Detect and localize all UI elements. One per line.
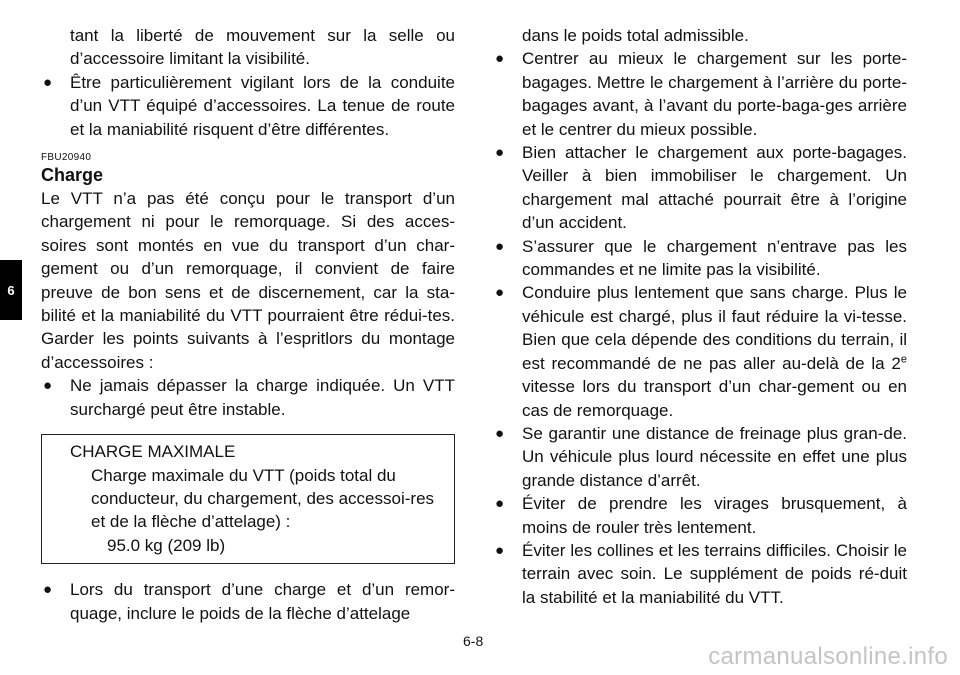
bullet-text: Conduire plus lentement que sans charge. Plus le véhicule est chargé, plus il faut réduire la vi-tesse. Bien que cela dépende des conditions du terrain, il est recommandé de ne pas aller au-delà de la 2 (522, 283, 907, 373)
bullet-icon: ● (43, 73, 53, 91)
bullet-item (493, 141, 907, 235)
bullet-text: Bien attacher le chargement aux porte-bagages. Veiller à bien immobiliser le chargement. Un chargement mal attaché pourrait être à l’origine d’un accident. (522, 143, 907, 233)
bullet-text: Se garantir une distance de freinage plus gran-de. Un véhicule plus lourd nécessite en effet une plus grande distance d’arrêt. (522, 423, 907, 490)
chapter-number: 6 (7, 282, 15, 298)
page-number: 6-8 (463, 633, 484, 649)
bullet-item (493, 539, 907, 609)
superscript: e (900, 353, 907, 366)
max-load-box (41, 434, 455, 564)
bullet-text: Être particulièrement vigilant lors de la conduite d’un VTT équipé d’accessoires. La tenue de route et la maniabilité risquent d’être différentes. (70, 72, 455, 139)
bullet-item (493, 422, 907, 492)
bullet-icon: ● (43, 581, 53, 599)
bullet-item (41, 71, 455, 141)
bullet-icon: ● (495, 495, 505, 513)
box-value: 95.0 kg (209 lb) (107, 535, 226, 555)
right-column (493, 24, 907, 609)
left-column (41, 24, 455, 625)
watermark: carmanualsonline.info (708, 643, 948, 670)
bullet-icon: ● (495, 424, 505, 442)
bullet-item (493, 47, 907, 141)
bullet-item (493, 281, 907, 421)
bullet-icon: ● (495, 50, 505, 68)
box-body: Charge maximale du VTT (poids total du conducteur, du chargement, des accessoi-res et de la flèche d’attelage) : (91, 465, 435, 532)
chapter-tab (0, 260, 22, 320)
bullet-icon: ● (43, 377, 53, 395)
bullet-text-continued: vitesse lors du transport d’un char-gement ou en cas de remorquage. (522, 377, 907, 420)
box-title: CHARGE MAXIMALE (70, 442, 236, 462)
continued-paragraph: dans le poids total admissible. (522, 26, 749, 45)
bullet-icon: ● (495, 144, 505, 162)
bullet-icon: ● (495, 237, 505, 255)
bullet-text: Lors du transport d’une charge et d’un remor-quage, inclure le poids de la flèche d’attelage (70, 580, 455, 623)
bullet-text: Éviter les collines et les terrains difficiles. Choisir le terrain avec soin. Le supplément de poids ré-duit la stabilité et la maniabilité du VTT. (522, 540, 907, 607)
bullet-text: Centrer au mieux le chargement sur les porte-bagages. Mettre le chargement à l’arrière du porte-bagages avant, à l’avant du porte-baga-ges arrière et le centrer du mieux possible. (522, 49, 907, 139)
bullet-item (41, 374, 455, 421)
bullet-text: Ne jamais dépasser la charge indiquée. Un VTT surchargé peut être instable. (70, 376, 455, 419)
bullet-text: S’assurer que le chargement n’entrave pas les commandes et ne limite pas la visibilité. (522, 236, 907, 280)
section-heading: Charge (41, 165, 104, 186)
section-code: FBU20940 (41, 152, 92, 164)
bullet-item (493, 235, 907, 282)
continued-paragraph: tant la liberté de mouvement sur la selle ou d’accessoire limitant la visibilité. (70, 26, 455, 69)
bullet-icon: ● (495, 541, 505, 559)
intro-paragraph: Le VTT n’a pas été conçu pour le transport d’un chargement ni pour le remorquage. Si des acces-soires sont montés en vue du transport d’un char-gement ou d’un remorquage, il convient de faire preuve de bon sens et de discernement, car la sta-bilité et la maniabilité du VTT pourraient être rédui-tes. Garder les points suivants à l’espritlors du montage d’accessoires : (41, 189, 455, 372)
bullet-item (493, 492, 907, 539)
bullet-item (41, 578, 455, 625)
bullet-icon: ● (495, 284, 505, 302)
bullet-text: Éviter de prendre les virages brusquement, à moins de rouler très lentement. (522, 494, 907, 537)
